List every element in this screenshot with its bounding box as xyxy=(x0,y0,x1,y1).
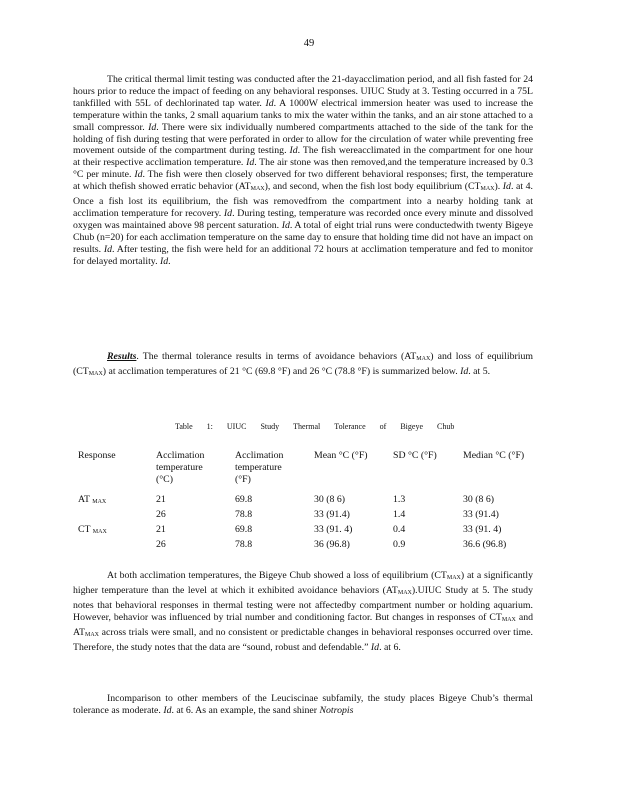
table-cell: 78.8 xyxy=(235,509,253,520)
table-cell: 0.4 xyxy=(393,524,406,535)
header-mean: Mean °C (°F) xyxy=(314,450,368,461)
table-cell: 21 xyxy=(156,494,166,505)
paragraph-comparison: Incomparison to other members of the Leuciscinae subfamily, the study places Bigeye Chub’s thermal tolerance as moderate. Id. at 6. As an example, the sand shiner Notropis xyxy=(73,693,533,716)
paragraph-discussion: At both acclimation temperatures, the Bigeye Chub showed a loss of equilibrium $(CT_{MAX})$ at a significantly higher temperature than the level at which it exhibited avoidance behaviors $(AT_{MAX}).UIUC$ Study at 5. The study notes that behavioral responses in thermal testing were not affectedby compartment number or holding aquarium. However, behavior was influenced by trial number and conditioning factor. But changes in responses of $CT_{MAX}$ and $AT_{MAX}$ across trials were small, and no consistent or predictable changes in behavioral responses occurred over time. Therefore, the study notes that the data are “sound, robust and defendable.” Id. at 6. xyxy=(73,570,533,653)
table-row-response: AT $_{MAX}$ xyxy=(78,494,107,505)
table-cell: 36.6 (96.8) xyxy=(463,539,507,550)
table-cell: 26 xyxy=(156,539,166,550)
header-median: Median °C (°F) xyxy=(463,450,525,461)
table-cell: 1.4 xyxy=(393,509,406,520)
table-cell: 78.8 xyxy=(235,539,253,550)
paragraph-methods: The critical thermal limit testing was conducted after the 21-dayacclimation period, and all fish fasted for 24 hours prior to reduce the impact of feeding on any behavioral responses. UIUC Study at 3. Testing occurred in a 75L tankfilled with 55L of dechlorinated tap water. Id. A 1000W electrical immersion heater was used to increase the temperature within the tanks, 2 small aquarium tanks to mix the water within the tanks, and an air stone attached to a small compressor. Id. There were six individually numbered compartments attached to the side of the tank for the holding of fish during testing that were perforated in order to allow for the circulation of water while preventing free movement outside of the compartment during testing. Id. The fish wereacclimated in the compartment for one hour at their respective acclimation temperature. Id. The air stone was then removed,and the temperature increased by 0.3 °C per minute. Id. The fish were then closely observed for two different behavioral responses; first, the temperature at which thefish showed erratic behavior $(AT_{MAX})$, and second, when the fish lost body equilibrium $(CT_{MAX})$. Id. at 4. Once a fish lost its equilibrium, the fish was removedfrom the compartment into a nearby holding tank at acclimation temperature for recovery. Id. During testing, temperature was recorded once every minute and dissolved oxygen was maintained above 98 percent saturation. Id. A total of eight trial runs were conductedwith twenty Bigeye Chub (n=20) for each acclimation temperature on the same day to ensure that holding time did not have an impact on results. Id. After testing, the fish were held for an additional 72 hours at acclimation temperature and fed to monitor for delayed mortality. Id. xyxy=(73,74,534,267)
table-cell: 0.9 xyxy=(393,539,406,550)
header-acclimation-f: Acclimation temperature (°F) xyxy=(235,450,284,486)
table-cell: 21 xyxy=(156,524,166,535)
table-cell: 33 (91.4) xyxy=(314,509,350,520)
table-cell: 33 (91. 4) xyxy=(463,524,502,535)
table-cell: 69.8 xyxy=(235,524,253,535)
table-cell: 1.3 xyxy=(393,494,406,505)
table-row-response: CT $_{MAX}$ xyxy=(78,524,107,535)
page-number: 49 xyxy=(303,38,315,49)
table-cell: 33 (91.4) xyxy=(463,509,499,520)
table-cell: 69.8 xyxy=(235,494,253,505)
table-cell: 36 (96.8) xyxy=(314,539,350,550)
paragraph-results: Results. The thermal tolerance results in terms of avoidance behaviors $(AT_{MAX})$ and loss of equilibrium $(CT_{MAX})$ at acclimation temperatures of 21 °C (69.8 °F) and 26 °C (78.8 °F) is summarized below. Id. at 5. xyxy=(73,351,533,377)
table-title: Table 1: UIUC Study Thermal Tolerance of Bigeye Chub xyxy=(175,422,455,431)
header-sd: SD °C (°F) xyxy=(393,450,437,461)
header-response: Response xyxy=(78,450,116,461)
header-acclimation-c: Acclimation temperature (°C) xyxy=(156,450,205,486)
table-cell: 33 (91. 4) xyxy=(314,524,353,535)
table-cell: 30 (8 6) xyxy=(463,494,495,505)
table-cell: 30 (8 6) xyxy=(314,494,346,505)
table-cell: 26 xyxy=(156,509,166,520)
